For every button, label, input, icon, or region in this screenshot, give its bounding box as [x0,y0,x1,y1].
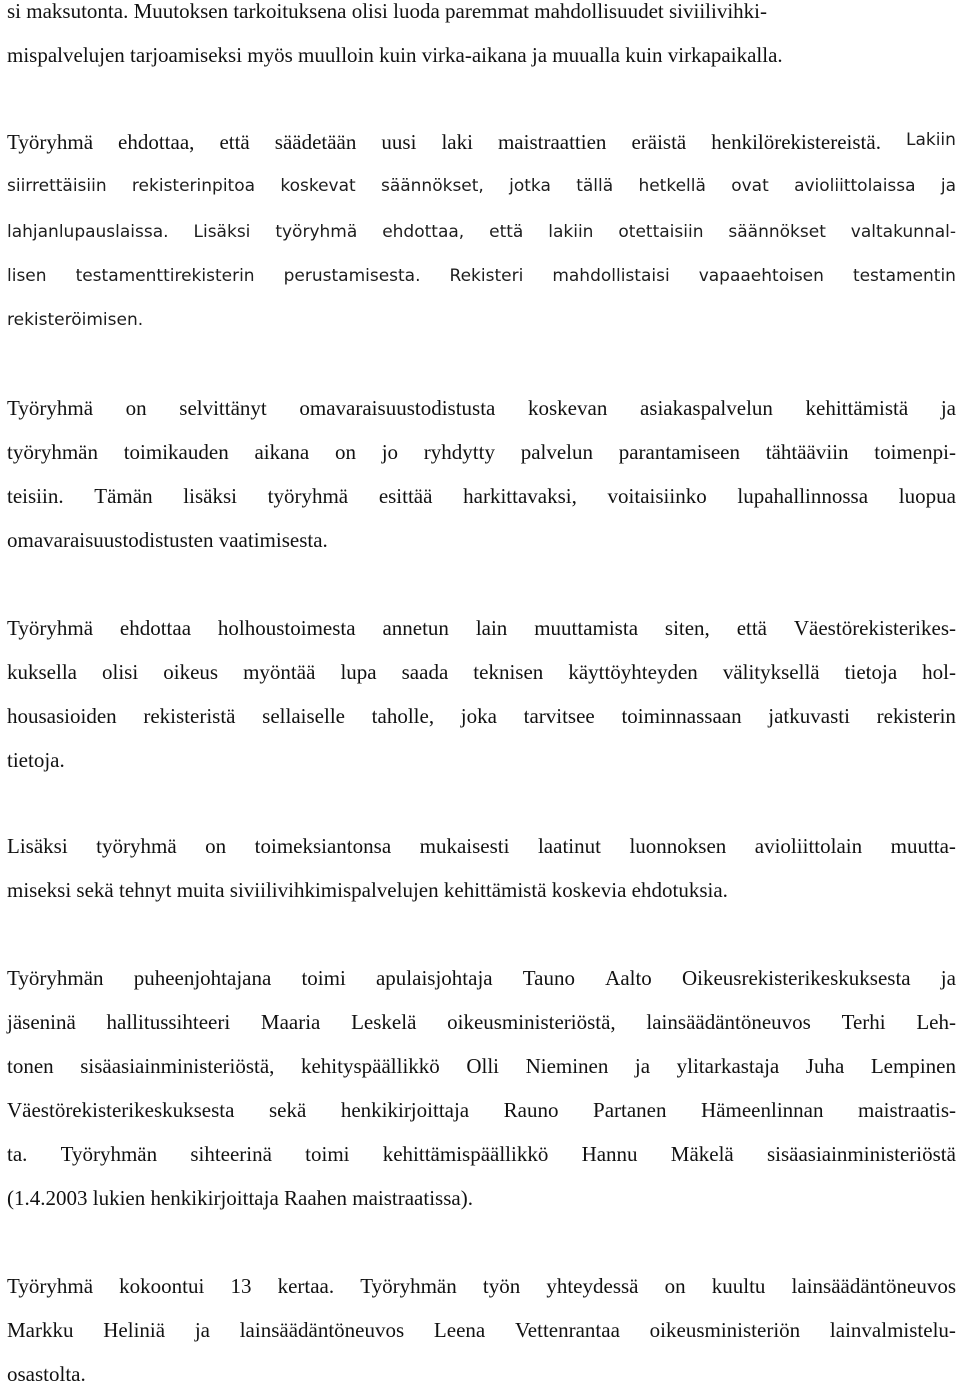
text-line: mispalvelujen tarjoamiseksi myös muulloin kuin virka-aikana ja muualla kuin virkapaikalla. [7,43,783,67]
text-line: omavaraisuustodistusten vaatimisesta. [7,528,328,552]
text-line: miseksi sekä tehnyt muita siviilivihkimispalvelujen kehittämistä koskevia ehdotuksia. [7,878,728,902]
text-line: tietoja. [7,748,65,772]
text-line: kuksella olisi oikeus myöntää lupa saada teknisen käyttöyhteyden välityksellä tietoja hol- [7,660,956,684]
text-line: housasioiden rekisteristä sellaiselle taholle, joka tarvitsee toiminnassaan jatkuvasti rekisterin [7,704,956,728]
text-line: Väestörekisterikeskuksesta sekä henkikirjoittaja Rauno Partanen Hämeenlinnan maistraatis- [7,1098,956,1122]
text-line: Työryhmän puheenjohtajana toimi apulaisjohtaja Tauno Aalto Oikeusrekisterikeskuksesta ja [7,966,956,990]
text-line: Työryhmä ehdottaa holhoustoimesta annetun lain muuttamista siten, että Väestörekisterikes- [7,616,956,640]
text-line: lisen testamenttirekisterin perustamisesta. Rekisteri mahdollistaisi vapaaehtoisen testamentin [7,266,956,286]
text-line: siirrettäisiin rekisterinpitoa koskevat säännökset, jotka tällä hetkellä ovat avioliittolaissa ja [7,176,956,196]
text-line: rekisteröimisen. [7,310,144,330]
text-line: Työryhmä kokoontui 13 kertaa. Työryhmän työn yhteydessä on kuultu lainsäädäntöneuvos [7,1274,956,1298]
text-line: Markku Heliniä ja lainsäädäntöneuvos Leena Vettenrantaa oikeusministeriön lainvalmistelu- [7,1318,956,1342]
text-line: si maksutonta. Muutoksen tarkoituksena olisi luoda paremmat mahdollisuudet siviilivihki- [7,0,767,23]
text-line: Työryhmä ehdottaa, että säädetään uusi laki maistraattien eräistä henkilörekistereistä. Lakiin [7,130,956,154]
text-line: ta. Työryhmän sihteerinä toimi kehittämispäällikkö Hannu Mäkelä sisäasiainministeriöstä [7,1142,956,1166]
text-line: teisiin. Tämän lisäksi työryhmä esittää harkittavaksi, voitaisiinko lupahallinnossa luopua [7,484,956,508]
text-line: Lisäksi työryhmä on toimeksiantonsa mukaisesti laatinut luonnoksen avioliittolain muutta- [7,834,956,858]
text-line: Työryhmä on selvittänyt omavaraisuustodistusta koskevan asiakaspalvelun kehittämistä ja [7,396,956,420]
text-line: lahjanlupauslaissa. Lisäksi työryhmä ehdottaa, että lakiin otettaisiin säännökset valtakunnal- [7,222,956,242]
text-line: (1.4.2003 lukien henkikirjoittaja Raahen maistraatissa). [7,1186,473,1210]
text-line: osastolta. [7,1362,86,1386]
text-line: jäseninä hallitussihteeri Maaria Leskelä oikeusministeriöstä, lainsäädäntöneuvos Terhi Leh- [7,1010,956,1034]
text-line: työryhmän toimikauden aikana on jo ryhdytty palvelun parantamiseen tähtääviin toimenpi- [7,440,956,464]
text-line: tonen sisäasiainministeriöstä, kehityspäällikkö Olli Nieminen ja ylitarkastaja Juha Lempinen [7,1054,956,1078]
